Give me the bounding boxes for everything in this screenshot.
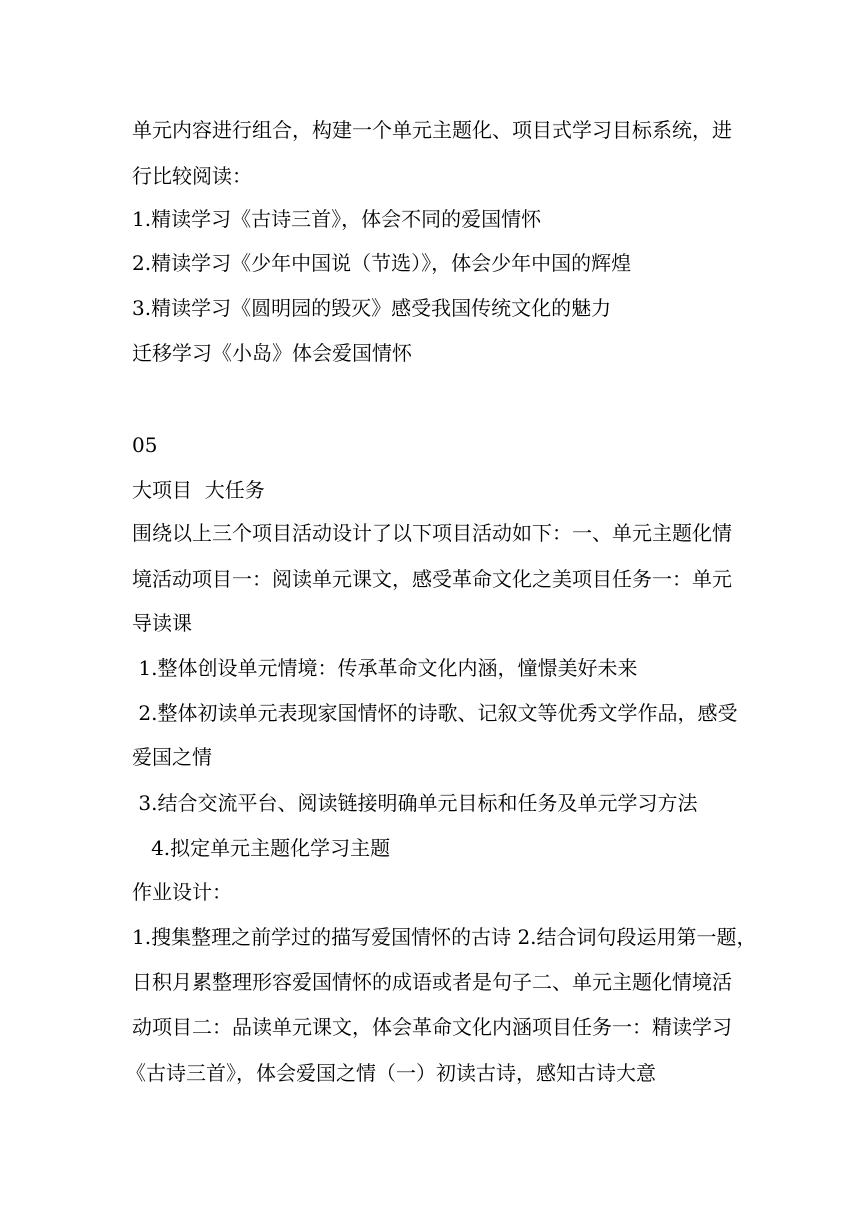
text-line: 动项目二：品读单元课文，体会革命文化内涵项目任务一：精读学习 (132, 1015, 732, 1039)
text-line: 导读课 (132, 611, 192, 635)
list-item: 2.整体初读单元表现家国情怀的诗歌、记叙文等优秀文学作品，感受 (132, 701, 738, 725)
text-line: 围绕以上三个项目活动设计了以下项目活动如下：一、单元主题化情 (132, 521, 732, 545)
list-item: 4.拟定单元主题化学习主题 (132, 836, 391, 860)
list-item: 1.整体创设单元情境：传承革命文化内涵，憧憬美好未来 (132, 656, 638, 680)
section-number: 05 (132, 433, 158, 457)
list-item: 3.精读学习《圆明园的毁灭》感受我国传统文化的魅力 (132, 296, 612, 320)
section-heading: 作业设计： (132, 880, 232, 904)
text-line: 爱国之情 (132, 745, 212, 769)
text-line: 迁移学习《小岛》体会爱国情怀 (132, 341, 412, 365)
list-item: 3.结合交流平台、阅读链接明确单元目标和任务及单元学习方法 (132, 791, 698, 815)
text-line: 境活动项目一：阅读单元课文，感受革命文化之美项目任务一：单元 (132, 567, 732, 591)
text-line: 单元内容进行组合，构建一个单元主题化、项目式学习目标系统，进 (132, 118, 732, 142)
text-line: 《古诗三首》，体会爱国之情（一）初读古诗，感知古诗大意 (126, 1061, 656, 1085)
list-item: 2.精读学习《少年中国说（节选）》，体会少年中国的辉煌 (132, 251, 632, 275)
text-line: 日积月累整理形容爱国情怀的成语或者是句子二、单元主题化情境活 (132, 970, 732, 994)
list-item: 1.精读学习《古诗三首》，体会不同的爱国情怀 (132, 207, 542, 231)
text-line: 行比较阅读： (132, 164, 252, 188)
list-item: 1.搜集整理之前学过的描写爱国情怀的古诗 2.结合词句段运用第一题， (132, 925, 757, 949)
section-heading: 大项目 大任务 (132, 478, 265, 502)
